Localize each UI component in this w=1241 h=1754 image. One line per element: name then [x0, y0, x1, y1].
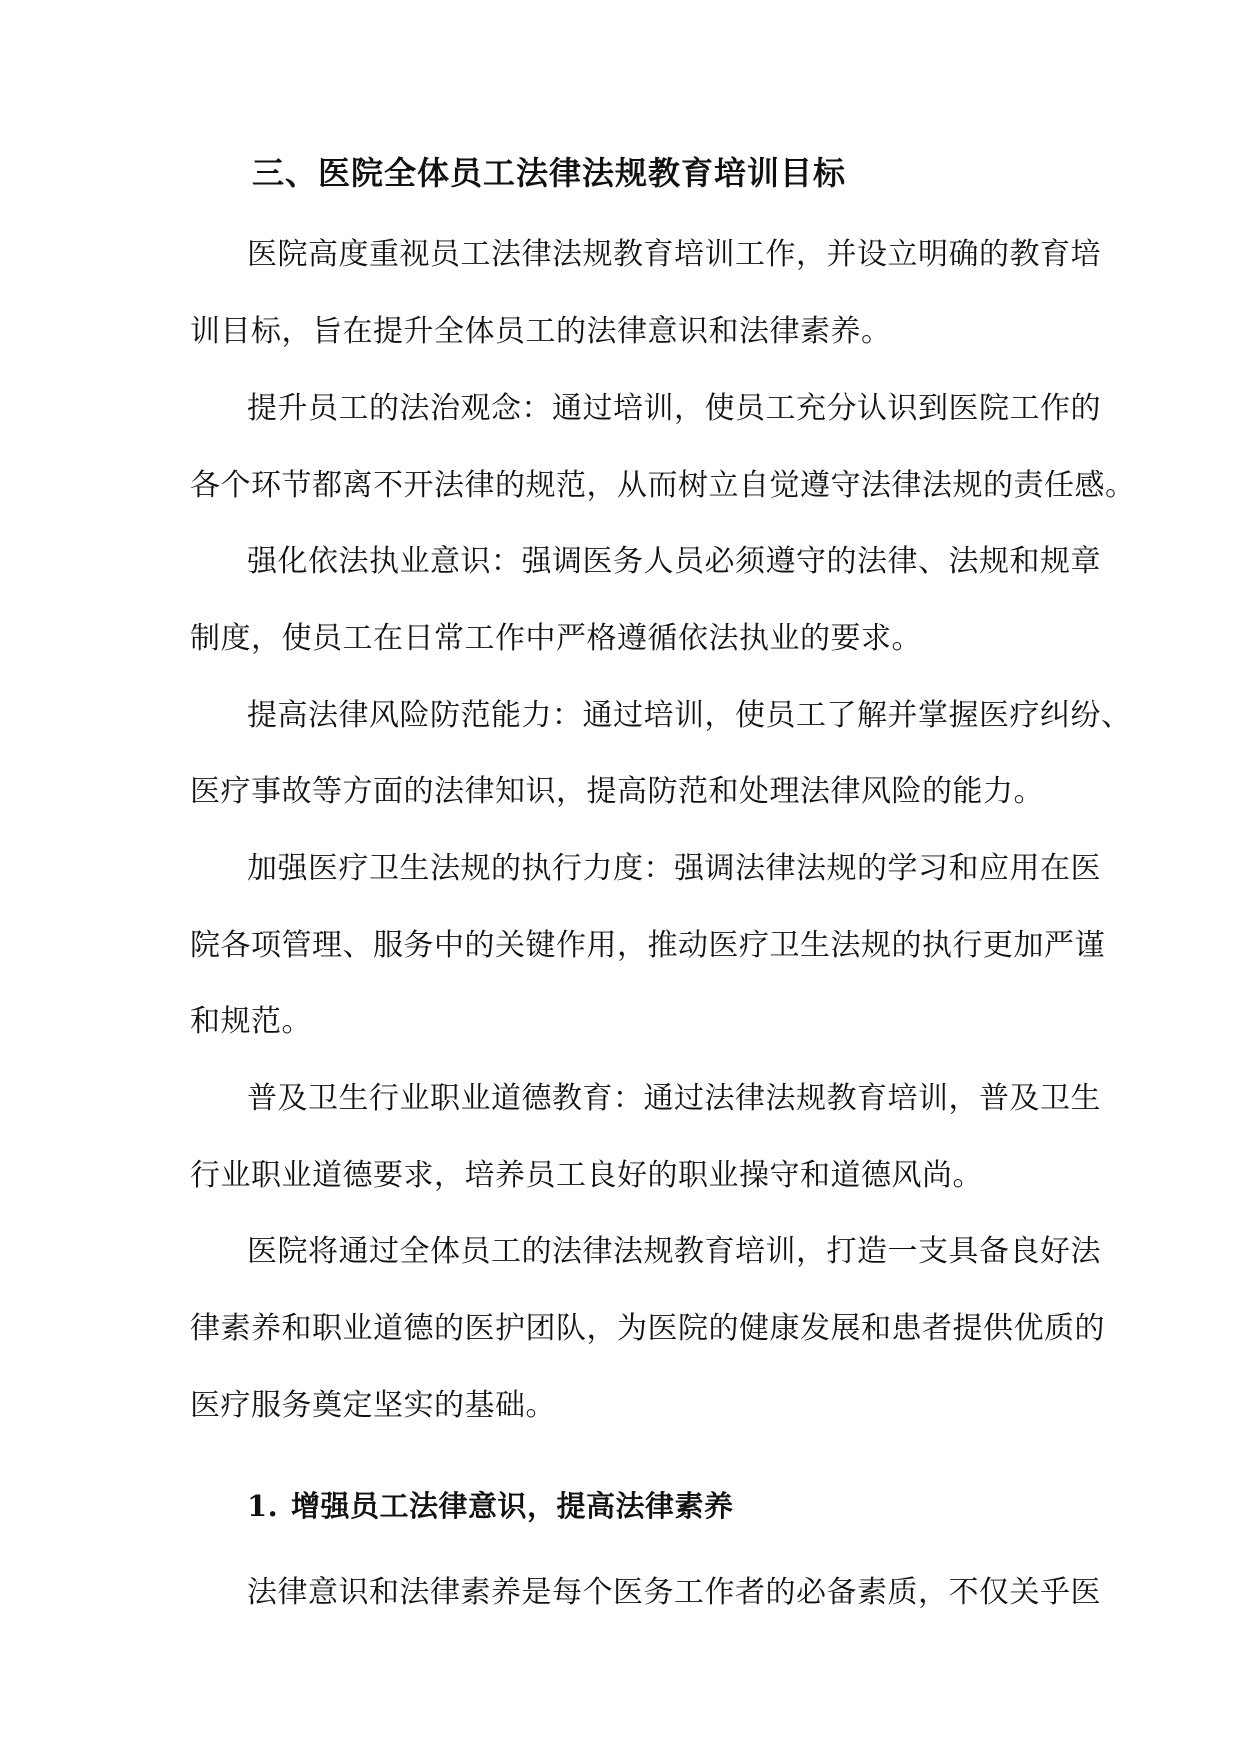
paragraph-3-line-1: 强化依法执业意识：强调医务人员必须遵守的法律、法规和规章 [247, 544, 1101, 579]
section-title: 三、医院全体员工法律法规教育培训目标 [252, 154, 847, 192]
paragraph-4-line-2: 医疗事故等方面的法律知识，提高防范和处理法律风险的能力。 [190, 774, 1044, 809]
paragraph-5-line-3: 和规范。 [190, 1004, 312, 1039]
subsection-number: 1. [247, 1489, 279, 1523]
paragraph-1-line-2: 训目标，旨在提升全体员工的法律意识和法律素养。 [190, 314, 892, 349]
subsection-title: 增强员工法律意识，提高法律素养 [291, 1489, 734, 1523]
paragraph-5-line-1: 加强医疗卫生法规的执行力度：强调法律法规的学习和应用在医 [247, 851, 1101, 886]
paragraph-2-line-2: 各个环节都离不开法律的规范，从而树立自觉遵守法律法规的责任感。 [190, 468, 1136, 503]
final-paragraph-line-1: 法律意识和法律素养是每个医务工作者的必备素质，不仅关乎医 [247, 1575, 1101, 1610]
paragraph-1-line-1: 医院高度重视员工法律法规教育培训工作，并设立明确的教育培 [247, 237, 1101, 272]
paragraph-4-line-1: 提高法律风险防范能力：通过培训，使员工了解并掌握医疗纠纷、 [247, 698, 1132, 733]
paragraph-7-line-2: 律素养和职业道德的医护团队，为医院的健康发展和患者提供优质的 [190, 1311, 1105, 1346]
paragraph-6-line-2: 行业职业道德要求，培养员工良好的职业操守和道德风尚。 [190, 1158, 983, 1193]
paragraph-2-line-1: 提升员工的法治观念：通过培训，使员工充分认识到医院工作的 [247, 391, 1101, 426]
paragraph-7-line-3: 医疗服务奠定坚实的基础。 [190, 1388, 556, 1423]
subsection-heading [0, 1486, 1241, 1526]
paragraph-6-line-1: 普及卫生行业职业道德教育：通过法律法规教育培训，普及卫生 [247, 1081, 1101, 1116]
paragraph-5-line-2: 院各项管理、服务中的关键作用，推动医疗卫生法规的执行更加严谨 [190, 928, 1105, 963]
paragraph-7-line-1: 医院将通过全体员工的法律法规教育培训，打造一支具备良好法 [247, 1234, 1101, 1269]
paragraph-3-line-2: 制度，使员工在日常工作中严格遵循依法执业的要求。 [190, 621, 922, 656]
